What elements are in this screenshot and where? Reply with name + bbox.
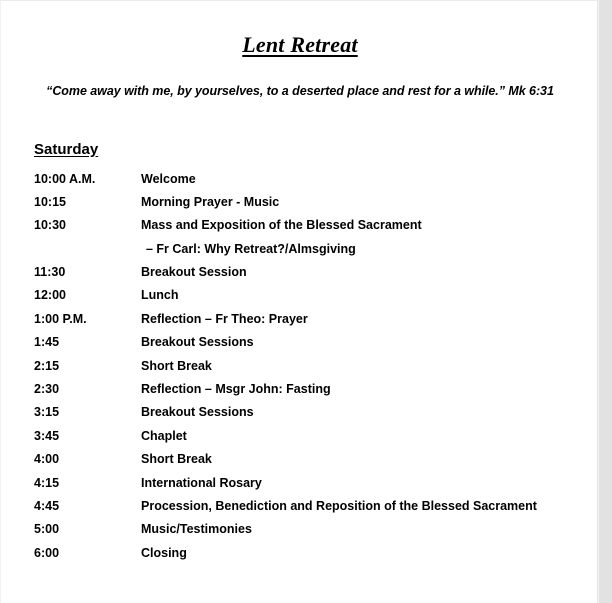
schedule-activity: Breakout Session xyxy=(141,265,247,280)
schedule-row xyxy=(1,476,598,499)
schedule-time: 10:15 xyxy=(34,194,66,209)
schedule-row xyxy=(1,452,598,475)
document-content xyxy=(1,1,598,569)
schedule-activity: Breakout Sessions xyxy=(141,335,254,350)
schedule-row xyxy=(1,288,598,311)
schedule-activity: Morning Prayer - Music xyxy=(141,194,280,209)
schedule-time: 6:00 xyxy=(34,545,60,560)
schedule-activity: Procession, Benediction and Reposition of the Blessed Sacrament xyxy=(141,498,537,513)
schedule-activity: Short Break xyxy=(141,452,212,467)
schedule-row xyxy=(1,546,598,569)
schedule-activity: – Fr Carl: Why Retreat?/Almsgiving xyxy=(146,241,356,256)
schedule-activity: Reflection – Fr Theo: Prayer xyxy=(141,311,308,326)
schedule-activity: Lunch xyxy=(141,288,179,303)
schedule-row xyxy=(1,265,598,288)
schedule-activity: Mass and Exposition of the Blessed Sacrament xyxy=(141,218,422,233)
schedule-row xyxy=(1,429,598,452)
schedule-time: 4:00 xyxy=(34,452,60,467)
page-edge-shadow xyxy=(599,0,612,603)
schedule-time: 5:00 xyxy=(34,522,60,537)
schedule-activity: Chaplet xyxy=(141,428,187,443)
schedule-row xyxy=(1,218,598,241)
schedule-activity: International Rosary xyxy=(141,475,262,490)
schedule-time: 4:15 xyxy=(34,475,60,490)
schedule-row xyxy=(1,405,598,428)
schedule-activity: Reflection – Msgr John: Fasting xyxy=(141,382,331,397)
schedule-time: 12:00 xyxy=(34,288,66,303)
day-heading-saturday: Saturday xyxy=(34,140,99,158)
schedule-time: 10:30 xyxy=(34,218,66,233)
schedule-time: 1:45 xyxy=(34,335,60,350)
schedule-time: 4:45 xyxy=(34,498,60,513)
schedule-activity: Welcome xyxy=(141,171,196,186)
schedule-row xyxy=(1,499,598,522)
schedule-row xyxy=(1,335,598,358)
schedule-row xyxy=(1,359,598,382)
schedule-activity: Short Break xyxy=(141,358,212,373)
schedule-activity: Breakout Sessions xyxy=(141,405,254,420)
schedule-time: 1:00 P.M. xyxy=(34,311,87,326)
schedule-activity: Music/Testimonies xyxy=(141,522,252,537)
schedule-row xyxy=(1,172,598,195)
schedule-time: 2:15 xyxy=(34,358,60,373)
schedule-row xyxy=(1,312,598,335)
schedule-row xyxy=(1,522,598,545)
schedule-activity: Closing xyxy=(141,545,187,560)
schedule-time: 11:30 xyxy=(34,265,66,280)
schedule-time: 3:45 xyxy=(34,428,60,443)
scripture-quote: “Come away with me, by yourselves, to a deserted place and rest for a while.” Mk 6:31 xyxy=(46,84,554,98)
schedule-row xyxy=(1,382,598,405)
schedule-row-continuation xyxy=(1,242,598,265)
schedule-row xyxy=(1,195,598,218)
schedule-list xyxy=(1,157,598,570)
schedule-time: 3:15 xyxy=(34,405,60,420)
page-title: Lent Retreat xyxy=(242,32,358,57)
schedule-time: 10:00 A.M. xyxy=(34,171,96,186)
schedule-time: 2:30 xyxy=(34,382,60,397)
